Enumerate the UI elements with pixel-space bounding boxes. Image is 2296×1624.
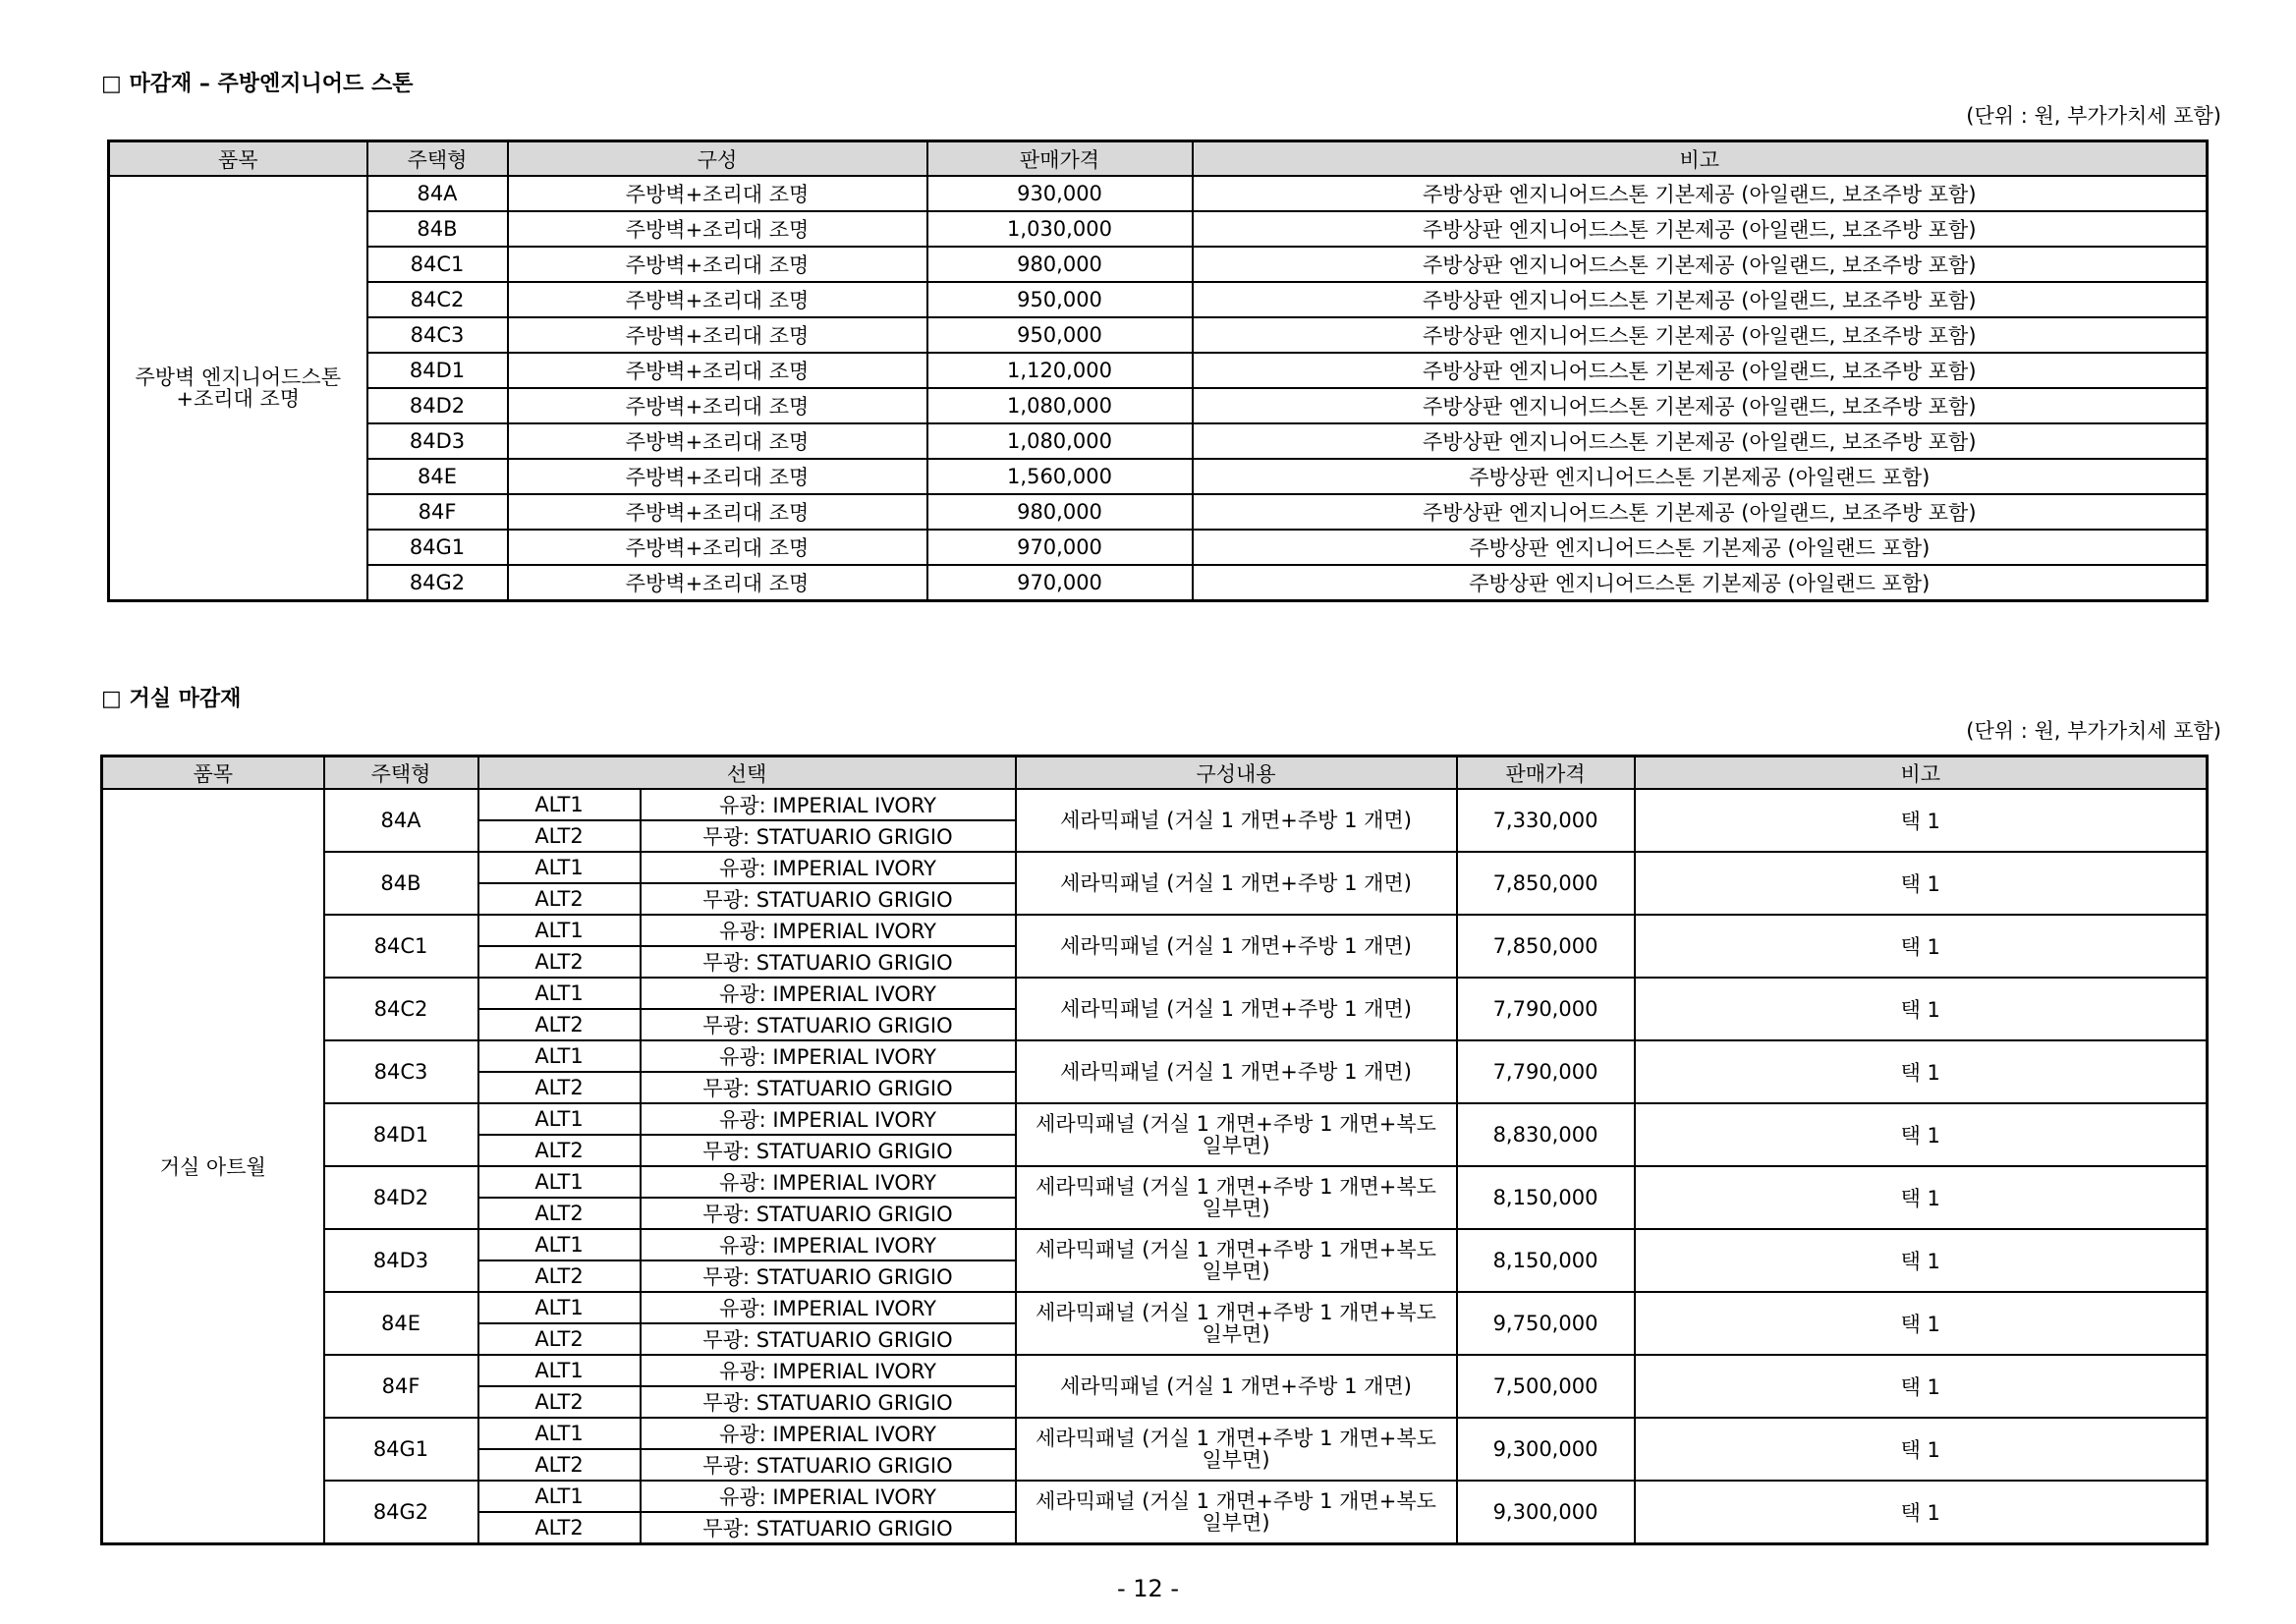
table-row <box>102 978 2208 1009</box>
table-row <box>102 1040 2208 1072</box>
option-finish: 유광: IMPERIAL IVORY <box>641 1355 1016 1386</box>
note: 택 1 <box>1635 1229 2208 1292</box>
price: 7,790,000 <box>1457 978 1635 1040</box>
price: 8,830,000 <box>1457 1103 1635 1166</box>
header-price: 판매가격 <box>1457 756 1635 790</box>
option-code: ALT2 <box>478 820 641 852</box>
option-code: ALT2 <box>478 1198 641 1229</box>
price: 980,000 <box>927 494 1193 530</box>
note: 주방상판 엔지니어드스톤 기본제공 (아일랜드, 보조주방 포함) <box>1193 176 2208 211</box>
config: 주방벽+조리대 조명 <box>508 565 927 601</box>
table-row <box>109 459 2208 494</box>
table-row <box>102 1355 2208 1386</box>
table-row <box>109 494 2208 530</box>
content: 세라믹패널 (거실 1 개면+주방 1 개면) <box>1016 1040 1457 1103</box>
unit-type: 84B <box>367 211 508 247</box>
table-row <box>109 530 2208 565</box>
option-finish: 무광: STATUARIO GRIGIO <box>641 1386 1016 1418</box>
price: 9,300,000 <box>1457 1418 1635 1481</box>
price: 930,000 <box>927 176 1193 211</box>
config: 주방벽+조리대 조명 <box>508 317 927 353</box>
note: 주방상판 엔지니어드스톤 기본제공 (아일랜드, 보조주방 포함) <box>1193 353 2208 388</box>
living-finish-rows <box>102 789 2208 1544</box>
note: 택 1 <box>1635 1292 2208 1355</box>
header-type: 주택형 <box>367 141 508 177</box>
option-finish: 무광: STATUARIO GRIGIO <box>641 1009 1016 1040</box>
option-code: ALT1 <box>478 978 641 1009</box>
note: 주방상판 엔지니어드스톤 기본제공 (아일랜드 포함) <box>1193 459 2208 494</box>
price: 9,300,000 <box>1457 1481 1635 1544</box>
note: 주방상판 엔지니어드스톤 기본제공 (아일랜드, 보조주방 포함) <box>1193 282 2208 317</box>
option-code: ALT2 <box>478 1386 641 1418</box>
option-finish: 유광: IMPERIAL IVORY <box>641 1481 1016 1512</box>
option-finish: 유광: IMPERIAL IVORY <box>641 915 1016 946</box>
unit-type: 84D3 <box>367 423 508 459</box>
section2-title: □ 거실 마감재 <box>101 687 242 711</box>
option-code: ALT2 <box>478 883 641 915</box>
price: 970,000 <box>927 565 1193 601</box>
table-row <box>102 915 2208 946</box>
config: 주방벽+조리대 조명 <box>508 388 927 423</box>
note: 주방상판 엔지니어드스톤 기본제공 (아일랜드, 보조주방 포함) <box>1193 211 2208 247</box>
content: 세라믹패널 (거실 1 개면+주방 1 개면) <box>1016 978 1457 1040</box>
price: 8,150,000 <box>1457 1229 1635 1292</box>
price: 7,790,000 <box>1457 1040 1635 1103</box>
unit-type: 84D2 <box>324 1166 478 1229</box>
option-finish: 유광: IMPERIAL IVORY <box>641 1229 1016 1260</box>
option-code: ALT1 <box>478 1229 641 1260</box>
content: 세라믹패널 (거실 1 개면+주방 1 개면+복도 일부면) <box>1016 1103 1457 1166</box>
option-finish: 무광: STATUARIO GRIGIO <box>641 1323 1016 1355</box>
content: 세라믹패널 (거실 1 개면+주방 1 개면+복도 일부면) <box>1016 1481 1457 1544</box>
page-number: - 12 - <box>1116 1575 1180 1602</box>
table-row <box>102 1166 2208 1198</box>
config: 주방벽+조리대 조명 <box>508 176 927 211</box>
price: 7,500,000 <box>1457 1355 1635 1418</box>
option-code: ALT2 <box>478 1072 641 1103</box>
kitchen-stone-rows <box>109 176 2208 601</box>
option-code: ALT1 <box>478 1040 641 1072</box>
header-type: 주택형 <box>324 756 478 790</box>
option-finish: 무광: STATUARIO GRIGIO <box>641 1512 1016 1544</box>
header-config: 구성 <box>508 141 927 177</box>
option-code: ALT1 <box>478 915 641 946</box>
header-option: 선택 <box>478 756 1016 790</box>
option-finish: 무광: STATUARIO GRIGIO <box>641 1135 1016 1166</box>
option-finish: 유광: IMPERIAL IVORY <box>641 1166 1016 1198</box>
option-finish: 유광: IMPERIAL IVORY <box>641 978 1016 1009</box>
price: 1,080,000 <box>927 388 1193 423</box>
config: 주방벽+조리대 조명 <box>508 247 927 282</box>
price: 1,560,000 <box>927 459 1193 494</box>
table-row <box>102 789 2208 820</box>
unit-type: 84A <box>324 789 478 852</box>
config: 주방벽+조리대 조명 <box>508 353 927 388</box>
option-finish: 무광: STATUARIO GRIGIO <box>641 946 1016 978</box>
unit-type: 84B <box>324 852 478 915</box>
price: 7,850,000 <box>1457 915 1635 978</box>
option-finish: 무광: STATUARIO GRIGIO <box>641 1449 1016 1481</box>
option-finish: 무광: STATUARIO GRIGIO <box>641 1198 1016 1229</box>
table-row <box>102 1292 2208 1323</box>
config: 주방벽+조리대 조명 <box>508 459 927 494</box>
header-note: 비고 <box>1193 141 2208 177</box>
option-code: ALT1 <box>478 789 641 820</box>
unit-type: 84G1 <box>367 530 508 565</box>
unit-type: 84D1 <box>367 353 508 388</box>
config: 주방벽+조리대 조명 <box>508 423 927 459</box>
content: 세라믹패널 (거실 1 개면+주방 1 개면+복도 일부면) <box>1016 1292 1457 1355</box>
note: 택 1 <box>1635 1355 2208 1418</box>
living-finish-table <box>100 755 2209 1545</box>
table-row <box>109 282 2208 317</box>
unit-type: 84A <box>367 176 508 211</box>
content: 세라믹패널 (거실 1 개면+주방 1 개면) <box>1016 915 1457 978</box>
note: 주방상판 엔지니어드스톤 기본제공 (아일랜드, 보조주방 포함) <box>1193 388 2208 423</box>
content: 세라믹패널 (거실 1 개면+주방 1 개면) <box>1016 789 1457 852</box>
unit-type: 84C1 <box>367 247 508 282</box>
unit-type: 84C3 <box>324 1040 478 1103</box>
header-price: 판매가격 <box>927 141 1193 177</box>
price: 1,120,000 <box>927 353 1193 388</box>
price: 8,150,000 <box>1457 1166 1635 1229</box>
option-code: ALT1 <box>478 1292 641 1323</box>
kitchen-stone-table <box>107 140 2209 602</box>
unit-type: 84G2 <box>324 1481 478 1544</box>
option-finish: 무광: STATUARIO GRIGIO <box>641 820 1016 852</box>
note: 택 1 <box>1635 1040 2208 1103</box>
unit-type: 84F <box>367 494 508 530</box>
section1-title: □ 마감재 – 주방엔지니어드 스톤 <box>101 72 414 96</box>
price: 980,000 <box>927 247 1193 282</box>
option-code: ALT1 <box>478 1481 641 1512</box>
table-row <box>109 388 2208 423</box>
unit-type: 84E <box>324 1292 478 1355</box>
option-code: ALT1 <box>478 1166 641 1198</box>
header-item: 품목 <box>109 141 367 177</box>
price: 7,330,000 <box>1457 789 1635 852</box>
note: 주방상판 엔지니어드스톤 기본제공 (아일랜드, 보조주방 포함) <box>1193 423 2208 459</box>
table-row <box>109 423 2208 459</box>
section2-unit: (단위 : 원, 부가가치세 포함) <box>1966 719 2221 743</box>
option-finish: 유광: IMPERIAL IVORY <box>641 789 1016 820</box>
option-code: ALT1 <box>478 1418 641 1449</box>
price: 970,000 <box>927 530 1193 565</box>
option-code: ALT2 <box>478 1260 641 1292</box>
price: 9,750,000 <box>1457 1292 1635 1355</box>
note: 주방상판 엔지니어드스톤 기본제공 (아일랜드, 보조주방 포함) <box>1193 494 2208 530</box>
option-finish: 유광: IMPERIAL IVORY <box>641 1292 1016 1323</box>
note: 택 1 <box>1635 1166 2208 1229</box>
unit-type: 84D3 <box>324 1229 478 1292</box>
option-code: ALT1 <box>478 852 641 883</box>
option-finish: 유광: IMPERIAL IVORY <box>641 1040 1016 1072</box>
table-row <box>102 1481 2208 1512</box>
header-content: 구성내용 <box>1016 756 1457 790</box>
option-code: ALT1 <box>478 1355 641 1386</box>
price: 1,030,000 <box>927 211 1193 247</box>
note: 택 1 <box>1635 1103 2208 1166</box>
option-code: ALT2 <box>478 1512 641 1544</box>
price: 7,850,000 <box>1457 852 1635 915</box>
option-code: ALT2 <box>478 1449 641 1481</box>
unit-type: 84D2 <box>367 388 508 423</box>
note: 주방상판 엔지니어드스톤 기본제공 (아일랜드 포함) <box>1193 530 2208 565</box>
unit-type: 84C2 <box>324 978 478 1040</box>
section1-unit: (단위 : 원, 부가가치세 포함) <box>1966 104 2221 128</box>
table-row <box>102 1229 2208 1260</box>
price: 1,080,000 <box>927 423 1193 459</box>
option-finish: 유광: IMPERIAL IVORY <box>641 1103 1016 1135</box>
option-finish: 무광: STATUARIO GRIGIO <box>641 1260 1016 1292</box>
unit-type: 84D1 <box>324 1103 478 1166</box>
note: 주방상판 엔지니어드스톤 기본제공 (아일랜드, 보조주방 포함) <box>1193 247 2208 282</box>
table-row <box>109 211 2208 247</box>
unit-type: 84C3 <box>367 317 508 353</box>
note: 주방상판 엔지니어드스톤 기본제공 (아일랜드, 보조주방 포함) <box>1193 317 2208 353</box>
content: 세라믹패널 (거실 1 개면+주방 1 개면+복도 일부면) <box>1016 1166 1457 1229</box>
table-row <box>109 176 2208 211</box>
table-row <box>102 1418 2208 1449</box>
unit-type: 84F <box>324 1355 478 1418</box>
config: 주방벽+조리대 조명 <box>508 211 927 247</box>
table-row <box>102 1103 2208 1135</box>
item-name: 거실 아트월 <box>102 789 324 1544</box>
table-row <box>109 247 2208 282</box>
note: 택 1 <box>1635 789 2208 852</box>
content: 세라믹패널 (거실 1 개면+주방 1 개면) <box>1016 852 1457 915</box>
table-row <box>109 317 2208 353</box>
unit-type: 84C2 <box>367 282 508 317</box>
option-finish: 무광: STATUARIO GRIGIO <box>641 883 1016 915</box>
unit-type: 84E <box>367 459 508 494</box>
option-finish: 무광: STATUARIO GRIGIO <box>641 1072 1016 1103</box>
price: 950,000 <box>927 317 1193 353</box>
option-code: ALT2 <box>478 1323 641 1355</box>
option-code: ALT2 <box>478 1135 641 1166</box>
header-note: 비고 <box>1635 756 2208 790</box>
note: 택 1 <box>1635 978 2208 1040</box>
table-row <box>102 852 2208 883</box>
note: 택 1 <box>1635 1418 2208 1481</box>
config: 주방벽+조리대 조명 <box>508 282 927 317</box>
item-name: 주방벽 엔지니어드스톤 +조리대 조명 <box>109 176 367 601</box>
note: 택 1 <box>1635 915 2208 978</box>
table-row <box>109 565 2208 601</box>
config: 주방벽+조리대 조명 <box>508 494 927 530</box>
price: 950,000 <box>927 282 1193 317</box>
option-finish: 유광: IMPERIAL IVORY <box>641 1418 1016 1449</box>
unit-type: 84G2 <box>367 565 508 601</box>
option-code: ALT2 <box>478 946 641 978</box>
config: 주방벽+조리대 조명 <box>508 530 927 565</box>
option-code: ALT2 <box>478 1009 641 1040</box>
content: 세라믹패널 (거실 1 개면+주방 1 개면+복도 일부면) <box>1016 1229 1457 1292</box>
note: 주방상판 엔지니어드스톤 기본제공 (아일랜드 포함) <box>1193 565 2208 601</box>
content: 세라믹패널 (거실 1 개면+주방 1 개면+복도 일부면) <box>1016 1418 1457 1481</box>
header-item: 품목 <box>102 756 324 790</box>
unit-type: 84C1 <box>324 915 478 978</box>
content: 세라믹패널 (거실 1 개면+주방 1 개면) <box>1016 1355 1457 1418</box>
unit-type: 84G1 <box>324 1418 478 1481</box>
option-code: ALT1 <box>478 1103 641 1135</box>
note: 택 1 <box>1635 1481 2208 1544</box>
table-row <box>109 353 2208 388</box>
option-finish: 유광: IMPERIAL IVORY <box>641 852 1016 883</box>
note: 택 1 <box>1635 852 2208 915</box>
